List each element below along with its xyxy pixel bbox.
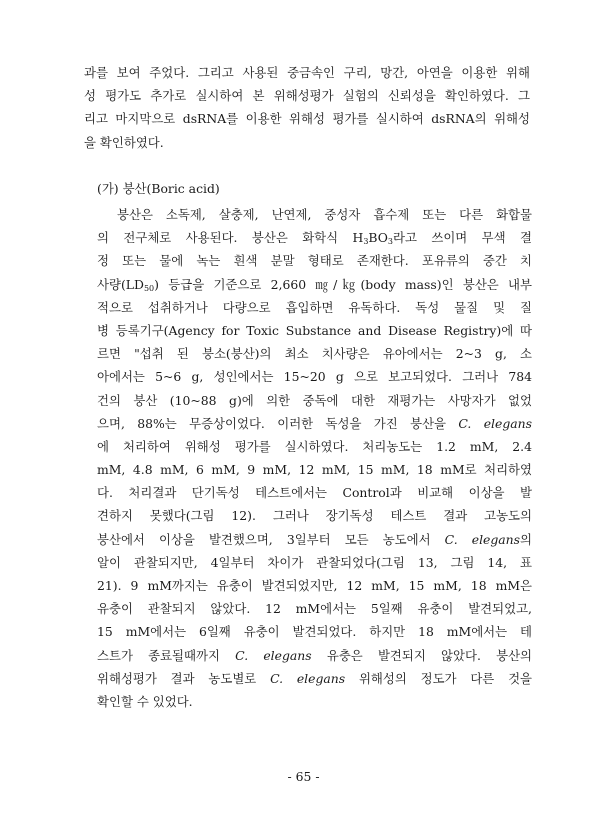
intro-line: 과를 보여 주었다. 그리고 사용된 중금속인 구리, 망간, 아연을 이용한 위해 [84,65,530,80]
body-line: 위해성평가 결과 농도별로 C. elegans 위해성의 정도가 다른 것을 [97,670,532,686]
species-name: C. elegans [458,415,532,431]
body-line: 병 등록기구(Agency for Toxic Substance and Disease Registry)에 따 [97,322,532,338]
body-line: 21). 9 mM까지는 유충이 발견되었지만, 12 mM, 15 mM, 18 mM은 [97,578,532,593]
body-line: 적으로 섭취하거나 다량으로 흡입하면 유독하다. 독성 물질 및 질 [97,299,532,315]
intro-line: 성 평가도 추가로 실시하여 본 위해성평가 실험의 신뢰성을 확인하였다. 그 [84,88,530,104]
section-heading: (가) 붕산(Boric acid) [97,181,220,196]
species-name: C. elegans [444,531,521,547]
body-line: 으며, 88%는 무증상이었다. 이러한 독성을 가진 붕산을 C. elegans [97,415,532,431]
body-line: 15 mM에서는 6일째 유충이 발견되었다. 하지만 18 mM에서는 테 [97,624,532,640]
body-line: 붕산에서 이상을 발견했으며, 3일부터 모든 농도에서 C. elegans의 [97,531,532,547]
section-heading-block [97,177,532,200]
body-line: 견하지 못했다(그림 12). 그러나 장기독성 테스트 결과 고농도의 [97,508,532,524]
body-line: 스트가 종료될때까지 C. elegans 유충은 발견되지 않았다. 붕산의 [97,647,532,663]
body-line: 에 처리하여 위해성 평가를 실시하였다. 처리농도는 1.2 mM, 2.4 [97,438,532,454]
body-line: 의 전구체로 사용된다. 붕산은 화학식 $H_3BO_3$라고 쓰이며 무색 결 [97,230,532,247]
species-name: C. elegans [235,647,312,663]
body-line: 붕산은 소독제, 살충제, 난연제, 중성자 흡수제 또는 다른 화합물 [117,207,532,222]
body-line: 유충이 관찰되지 않았다. 12 mM에서는 5일째 유충이 발견되었고, [97,601,532,617]
body-line: 정 또는 물에 녹는 흰색 분말 형태로 존재한다. 포유류의 중간 치 [97,253,532,269]
body-line: 르면 "섭취 된 붕소(붕산)의 최소 치사량은 유아에서는 2~3 g, 소 [97,346,532,362]
intro-paragraph [84,61,530,154]
body-line: mM, 4.8 mM, 6 mM, 9 mM, 12 mM, 15 mM, 18 mM로 처리하였 [97,462,532,478]
body-line: 아에서는 5~6 g, 성인에서는 15~20 g 으로 보고되었다. 그러나 784 [97,369,532,385]
species-name: C. elegans [270,670,346,686]
page-number: - 65 - [287,769,320,784]
intro-line: 리고 마지막으로 dsRNA를 이용한 위해성 평가를 실시하여 dsRNA의 위해성 [84,111,530,127]
body-line: 알이 관찰되지만, 4일부터 차이가 관찰되었다(그림 13, 그림 14, 표 [97,554,532,570]
body-line: 확인할 수 있었다. [97,693,193,709]
intro-line: 을 확인하였다. [84,134,164,150]
boric-acid-paragraph [97,203,532,713]
body-line: 다. 처리결과 단기독성 테스트에서는 Control과 비교해 이상을 발 [97,485,532,501]
body-line: 건의 붕산 (10~88 g)에 의한 중독에 대한 재평가는 사망자가 없었 [97,392,532,408]
body-line: 사량$(LD_{50})$ 등급을 기준으로 2,660 ㎎/㎏(body mass)인 붕산은 내부 [97,276,532,293]
